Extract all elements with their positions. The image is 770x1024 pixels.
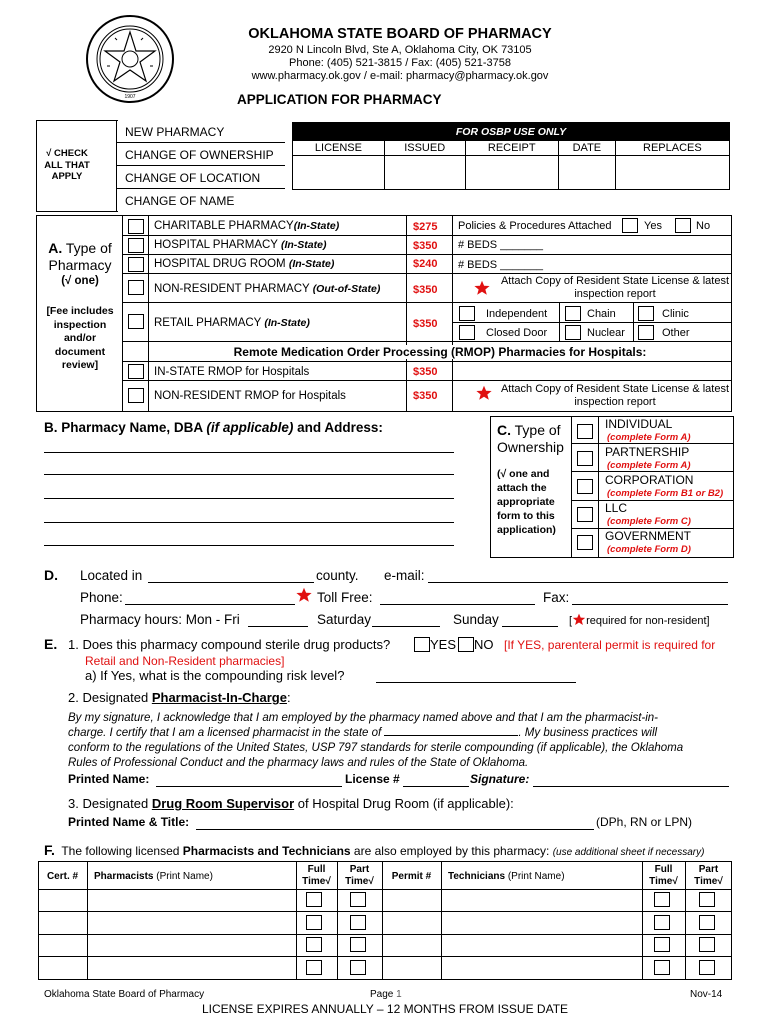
- board-address: 2920 N Lincoln Blvd, Ste A, Oklahoma City, OK 73105: [268, 44, 532, 56]
- rmop-nonresident-checkbox[interactable]: [128, 388, 144, 403]
- pic-printed-input[interactable]: [156, 786, 342, 787]
- section-f-heading: F. The following licensed Pharmacists and Technicians are also employed by this pharmacy: (use additional sheet if necessary): [44, 842, 705, 858]
- board-title: OKLAHOMA STATE BOARD OF PHARMACY: [248, 26, 552, 42]
- check-change-location[interactable]: CHANGE OF LOCATION: [117, 166, 285, 189]
- pic-license-label: License #: [345, 772, 400, 786]
- drs-printed-input[interactable]: [196, 829, 594, 830]
- footer-org: Oklahoma State Board of Pharmacy: [44, 989, 205, 1000]
- col-pharm-fulltime: Full Time√: [302, 864, 331, 887]
- sterile-question: 1. Does this pharmacy compound sterile drug products?: [68, 637, 391, 652]
- section-c-heading: C. Type of Ownership: [497, 422, 564, 455]
- type-hospital: HOSPITAL PHARMACY (In-State): [154, 239, 327, 251]
- phone-input[interactable]: [125, 604, 295, 605]
- section-b-heading: B. Pharmacy Name, DBA (if applicable) and Address:: [44, 420, 383, 435]
- staff-checkbox[interactable]: [654, 960, 670, 975]
- own-corporation-checkbox[interactable]: [577, 479, 593, 494]
- retail-nuclear: Nuclear: [587, 327, 625, 339]
- pic-printed-label: Printed Name:: [68, 772, 150, 786]
- staff-checkbox[interactable]: [699, 937, 715, 952]
- osbp-col-issued: ISSUED: [384, 141, 465, 155]
- section-a-heading: A. Type of Pharmacy: [48, 240, 112, 273]
- policies-no: No: [696, 220, 711, 232]
- staff-checkbox[interactable]: [306, 937, 322, 952]
- check-change-name[interactable]: CHANGE OF NAME: [125, 194, 235, 208]
- own-individual-form: (complete Form A): [607, 432, 691, 443]
- saturday-input[interactable]: [372, 626, 440, 627]
- fee-drug-room: $240: [413, 258, 438, 270]
- pic-signature-input[interactable]: [533, 786, 729, 787]
- sterile-no: NO: [474, 637, 494, 652]
- form-title: APPLICATION FOR PHARMACY: [237, 92, 442, 107]
- osbp-box: [292, 122, 730, 190]
- rmop-nonresident-note: Attach Copy of Resident State License & latest inspection report: [500, 383, 730, 408]
- county-input[interactable]: [148, 582, 314, 583]
- retail-chain: Chain: [587, 308, 616, 320]
- nonresident-note: Attach Copy of Resident State License & latest inspection report: [500, 275, 730, 300]
- footer-page: Page 1: [370, 989, 402, 1000]
- staff-checkbox[interactable]: [699, 915, 715, 930]
- osbp-col-receipt: RECEIPT: [465, 141, 559, 155]
- rmop-title: Remote Medication Order Processing (RMOP) Pharmacies for Hospitals:: [150, 345, 730, 359]
- tollfree-input[interactable]: [380, 604, 535, 605]
- check-all-label: √ CHECK ALL THAT APPLY: [44, 148, 90, 182]
- required-note: [ required for non-resident]: [569, 615, 710, 627]
- staff-checkbox[interactable]: [654, 915, 670, 930]
- rmop-nonresident: NON-RESIDENT RMOP for Hospitals: [154, 390, 346, 402]
- own-llc-checkbox[interactable]: [577, 507, 593, 522]
- required-star-icon: [572, 613, 586, 626]
- sterile-no-checkbox[interactable]: [458, 637, 474, 652]
- hospital-beds: # BEDS _______: [458, 239, 544, 251]
- address-line[interactable]: [44, 545, 454, 546]
- own-government-checkbox[interactable]: [577, 535, 593, 550]
- type-nonresident-checkbox[interactable]: [128, 280, 144, 295]
- staff-checkbox[interactable]: [699, 960, 715, 975]
- county-label: county.: [316, 568, 359, 583]
- policies-note: Policies & Procedures Attached: [458, 220, 612, 232]
- retail-clinic: Clinic: [662, 308, 689, 320]
- policies-yes-checkbox[interactable]: [622, 218, 638, 233]
- parenteral-note: [If YES, parenteral permit is required for: [504, 638, 716, 652]
- fee-charitable: $275: [413, 221, 438, 233]
- own-corporation-form: (complete Form B1 or B2): [607, 488, 724, 499]
- rmop-instate: IN-STATE RMOP for Hospitals: [154, 366, 310, 378]
- type-drug-room: HOSPITAL DRUG ROOM (In-State): [154, 258, 335, 270]
- board-web: www.pharmacy.ok.gov / e-mail: pharmacy@pharmacy.ok.gov: [251, 70, 549, 82]
- col-technicians: Technicians (Print Name): [448, 871, 565, 882]
- type-charitable: CHARITABLE PHARMACY(In-State): [154, 220, 340, 232]
- osbp-col-date: DATE: [559, 141, 616, 155]
- type-hospital-checkbox[interactable]: [128, 238, 144, 253]
- osbp-col-license: LICENSE: [293, 141, 384, 155]
- type-charitable-checkbox[interactable]: [128, 219, 144, 234]
- tollfree-label: Toll Free:: [317, 590, 373, 605]
- section-e-letter: E.: [44, 636, 58, 652]
- policies-yes: Yes: [644, 220, 662, 232]
- required-star-icon: [296, 587, 312, 603]
- drug-room-beds: # BEDS _______: [458, 259, 544, 271]
- staff-checkbox[interactable]: [350, 915, 366, 930]
- hours-weekday-input[interactable]: [248, 626, 308, 627]
- footer-date: Nov-14: [690, 989, 723, 1000]
- staff-checkbox[interactable]: [306, 960, 322, 975]
- drs-printed-label: Printed Name & Title:: [68, 815, 190, 829]
- fee-hospital: $350: [413, 240, 438, 252]
- fee-note: [Fee includes inspection and/or document review]: [46, 305, 114, 371]
- staff-checkbox[interactable]: [350, 892, 366, 907]
- retail-independent: Independent: [486, 308, 548, 320]
- section-c-note: (√ one and attach the appropriate form to this application): [497, 468, 556, 536]
- type-drug-room-checkbox[interactable]: [128, 257, 144, 272]
- own-individual-checkbox[interactable]: [577, 424, 593, 439]
- staff-checkbox[interactable]: [654, 937, 670, 952]
- policies-no-checkbox[interactable]: [675, 218, 691, 233]
- own-llc-form: (complete Form C): [607, 516, 691, 527]
- risk-level-question: a) If Yes, what is the compounding risk level?: [85, 668, 345, 683]
- retail-other: Other: [662, 327, 690, 339]
- pic-license-input[interactable]: [403, 786, 469, 787]
- col-tech-fulltime: Full Time√: [649, 864, 678, 887]
- board-phone: Phone: (405) 521-3815 / Fax: (405) 521-3758: [289, 57, 511, 69]
- staff-checkbox[interactable]: [350, 960, 366, 975]
- col-cert: Cert. #: [46, 871, 79, 882]
- fee-retail: $350: [413, 318, 438, 330]
- type-retail-checkbox[interactable]: [128, 314, 144, 329]
- retail-closed-door: Closed Door: [486, 327, 548, 339]
- state-seal: [85, 14, 175, 104]
- sterile-yes: YES: [430, 637, 457, 652]
- fee-nonresident: $350: [413, 284, 438, 296]
- own-government: GOVERNMENT: [605, 529, 692, 543]
- fax-label: Fax:: [543, 590, 570, 605]
- risk-level-input[interactable]: [376, 682, 576, 683]
- type-nonresident: NON-RESIDENT PHARMACY (Out-of-State): [154, 283, 381, 295]
- pic-signature-label: Signature:: [470, 772, 530, 786]
- rmop-instate-checkbox[interactable]: [128, 364, 144, 379]
- address-line[interactable]: [44, 474, 454, 475]
- osbp-col-replaces: REPLACES: [615, 141, 729, 155]
- address-line[interactable]: [44, 498, 454, 499]
- section-d-letter: D.: [44, 567, 58, 583]
- osbp-title: FOR OSBP USE ONLY: [293, 123, 729, 141]
- type-retail: RETAIL PHARMACY (In-State): [154, 317, 310, 329]
- fax-input[interactable]: [572, 604, 728, 605]
- staff-checkbox[interactable]: [699, 892, 715, 907]
- parenteral-note-2: Retail and Non-Resident pharmacies]: [85, 654, 285, 668]
- col-pharm-parttime: Part Time√: [345, 864, 374, 887]
- address-line[interactable]: [44, 522, 454, 523]
- pic-heading: 2. Designated Pharmacist-In-Charge:: [68, 690, 291, 705]
- email-input[interactable]: [428, 582, 728, 583]
- col-tech-parttime: Part Time√: [694, 864, 723, 887]
- staff-checkbox[interactable]: [654, 892, 670, 907]
- own-partnership-checkbox[interactable]: [577, 451, 593, 466]
- saturday-label: Saturday: [317, 612, 372, 627]
- fee-rmop-instate: $350: [413, 366, 438, 378]
- hours-label: Pharmacy hours: Mon - Fri: [80, 612, 240, 627]
- check-new-pharmacy[interactable]: NEW PHARMACY: [117, 120, 285, 143]
- drs-credential: (DPh, RN or LPN): [596, 815, 693, 829]
- own-government-form: (complete Form D): [607, 544, 691, 555]
- retail-closed-door-checkbox[interactable]: [459, 325, 475, 340]
- drs-heading: 3. Designated Drug Room Supervisor of Hospital Drug Room (if applicable):: [68, 796, 514, 811]
- phone-label: Phone:: [80, 590, 123, 605]
- own-partnership-form: (complete Form A): [607, 460, 691, 471]
- retail-other-checkbox[interactable]: [638, 325, 654, 340]
- section-a-one: (√ one): [61, 275, 99, 287]
- own-partnership: PARTNERSHIP: [605, 445, 690, 459]
- staff-checkbox[interactable]: [306, 892, 322, 907]
- pic-statement: By my signature, I acknowledge that I am employed by the pharmacy named above and that I am the pharmacist-in- charge. I certify that I am a licensed pharmacist in the state of . My business practices will conform to the regulations of the United States, USP 797 standards for sterile compounding (if applicable), the Oklahoma Rules of Professional Conduct and the pharmacy laws and rules of the State of Oklahoma.: [68, 712, 684, 769]
- sterile-yes-checkbox[interactable]: [414, 637, 430, 652]
- own-corporation: CORPORATION: [605, 473, 694, 487]
- retail-nuclear-checkbox[interactable]: [565, 325, 581, 340]
- retail-clinic-checkbox[interactable]: [638, 306, 654, 321]
- sunday-input[interactable]: [502, 626, 558, 627]
- email-label: e-mail:: [384, 568, 425, 583]
- sunday-label: Sunday: [453, 612, 499, 627]
- staff-checkbox[interactable]: [350, 937, 366, 952]
- own-individual: INDIVIDUAL: [605, 417, 673, 431]
- required-star-icon: [476, 385, 492, 401]
- address-line[interactable]: [44, 452, 454, 453]
- retail-chain-checkbox[interactable]: [565, 306, 581, 321]
- required-star-icon: [474, 280, 490, 296]
- retail-independent-checkbox[interactable]: [459, 306, 475, 321]
- fee-rmop-nonresident: $350: [413, 390, 438, 402]
- check-change-ownership[interactable]: CHANGE OF OWNERSHIP: [117, 143, 285, 166]
- footer-expiry: LICENSE EXPIRES ANNUALLY – 12 MONTHS FROM ISSUE DATE: [201, 1002, 569, 1016]
- staff-checkbox[interactable]: [306, 915, 322, 930]
- located-label: Located in: [80, 568, 143, 583]
- seal-year: 1907: [124, 94, 136, 100]
- col-permit: Permit #: [391, 871, 432, 882]
- own-llc: LLC: [605, 501, 628, 515]
- col-pharmacists: Pharmacists (Print Name): [94, 871, 213, 882]
